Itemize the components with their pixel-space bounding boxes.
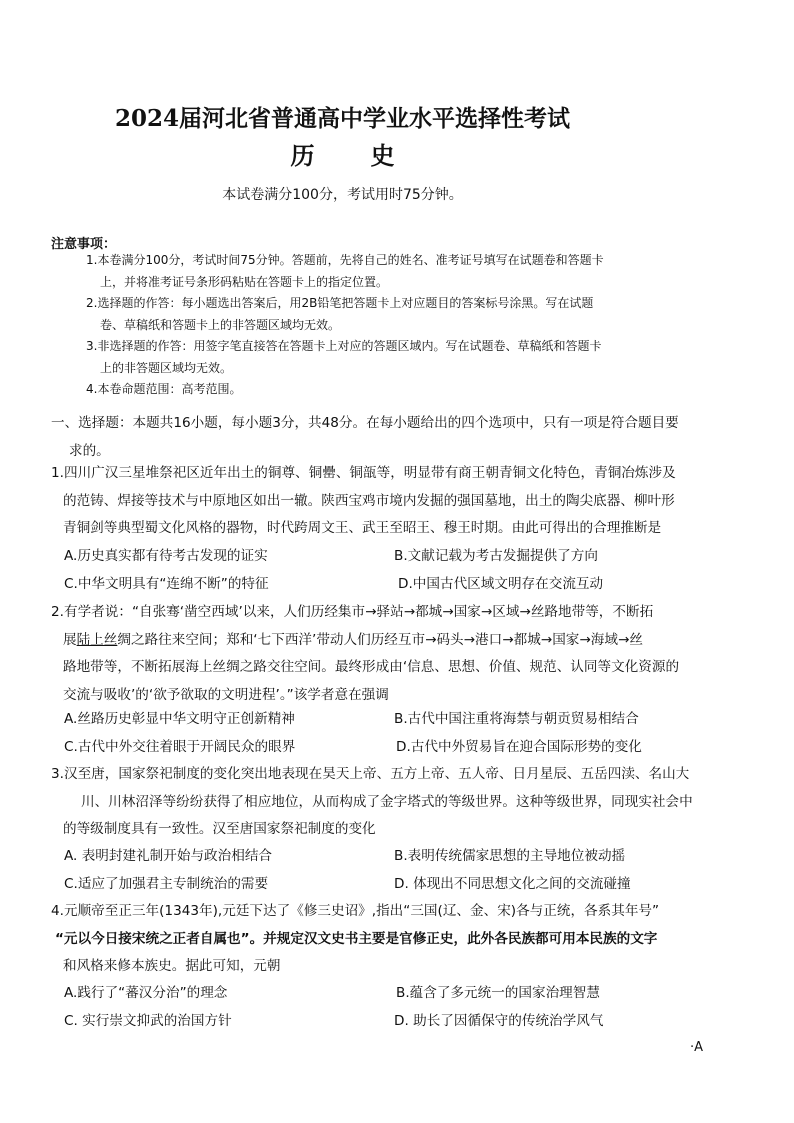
question-text: 绸之路往来空间；郑和‘七下西洋’带动人们历经互市→码头→港口→都城→国家→海域→丝 (117, 631, 643, 648)
question-3 (51, 761, 731, 844)
question-text: 展 (63, 631, 77, 648)
exam-title: 2024届河北省普通高中学业水平选择性考试 (114, 105, 570, 132)
option-a: A.丝路历史彰显中华文明守正创新精神 (64, 711, 295, 727)
question-1 (51, 460, 731, 543)
question-line: 和风格来修本族史。据此可知，元朝 (63, 958, 281, 975)
section-heading (51, 409, 731, 465)
question-line: 1.四川广汉三星堆祭祀区近年出土的铜尊、铜罍、铜瓿等，明显带有商王朝青铜文化特色，青铜冶炼涉及 (51, 465, 676, 481)
notice-line: 卷、草稿纸和答题卡上的非答题区域均无效。 (100, 317, 341, 332)
subject-char-2: 史 (370, 141, 395, 170)
question-line: 路地带等，不断拓展海上丝绸之路交往空间。最终形成由‘信息、思想、价值、规范、认同等文化资源的 (63, 659, 680, 676)
question-line: 青铜剑等典型蜀文化风格的器物，时代跨周文王、武王至昭王、穆王时期。由此可得出的合理推断是 (63, 520, 662, 537)
notice-line: 1.本卷满分100分，考试时间75分钟。答题前，先将自己的姓名、准考证号填写在试题卷和答题卡 (86, 253, 604, 267)
underlined-text: 陆上丝 (76, 631, 118, 648)
option-a: A. 表明封建礼制开始与政治相结合 (64, 848, 273, 864)
option-c: C.适应了加强君主专制统治的需要 (64, 875, 269, 892)
option-d: D. 助长了因循保守的传统治学风气 (394, 1012, 604, 1029)
question-line (51, 627, 731, 655)
option-d: D.古代中外贸易旨在迎合国际形势的变化 (396, 738, 642, 755)
question-2 (51, 599, 731, 709)
option-b: B.蕴含了多元统一的国家治理智慧 (396, 985, 600, 1001)
question-3-options (64, 843, 724, 898)
option-d: D.中国古代区域文明存在交流互动 (398, 575, 604, 592)
option-a: A.践行了“蕃汉分治”的理念 (64, 985, 228, 1001)
question-line: 2.有学者说：“自张骞‘凿空西域’以来，人们历经集市→驿站→都城→国家→区域→丝路地带等，不断拓 (51, 604, 654, 620)
option-c: C.中华文明具有“连绵不断”的特征 (64, 575, 269, 592)
notice-line: 2.选择题的作答：每小题选出答案后，用2B铅笔把答题卡上对应题目的答案标号涂黑。写在试题 (86, 296, 594, 310)
question-line: 川、川林沼泽等纷纷获得了相应地位，从而构成了金字塔式的等级世界。这种等级世界，同现实社会中 (81, 793, 693, 810)
question-line: 的范铸、焊接等技术与中原地区如出一辙。陕西宝鸡市境内发掘的强国墓地，出土的陶尖底器、柳叶形 (63, 492, 675, 509)
notice-line: 4.本卷命题范围：高考范围。 (86, 382, 242, 396)
notice-line: 上，并将准考证号条形码粘贴在答题卡上的指定位置。 (100, 274, 389, 289)
notice-item (86, 336, 726, 379)
notice-line: 上的非答题区域均无效。 (100, 360, 233, 375)
question-4 (51, 898, 731, 981)
notice-item (86, 293, 726, 336)
question-1-options (64, 543, 724, 598)
notice-line: 3.非选择题的作答：用签字笔直接答在答题卡上对应的答题区域内。写在试题卷、草稿纸和答题卡 (86, 339, 602, 353)
option-b: B.文献记载为考古发掘提供了方向 (394, 548, 598, 564)
option-b: B.古代中国注重将海禁与朝贡贸易相结合 (394, 711, 639, 727)
question-line: “元以今日接宋统之正者自属也”。并规定汉文史书主要是官修正史，此外各民族都可用本民族的文字 (55, 930, 658, 947)
page-mark: ·A (690, 1040, 704, 1055)
question-4-options (64, 980, 724, 1035)
option-c: C. 实行崇文抑武的治国方针 (64, 1012, 232, 1029)
subject-char-1: 历 (290, 141, 315, 170)
exam-info: 本试卷满分100分，考试用时75分钟。 (222, 187, 463, 203)
question-line: 的等级制度具有一致性。汉至唐国家祭祀制度的变化 (63, 821, 376, 838)
notice-item (86, 250, 726, 293)
question-line: 交流与吸收’的‘欲予欲取的文明进程’。”该学者意在强调 (63, 686, 389, 703)
question-line: 3.汉至唐，国家祭祀制度的变化突出地表现在昊天上帝、五方上帝、五人帝、日月星辰、五岳四渎、名山大 (51, 766, 690, 782)
section-line: 求的。 (69, 443, 110, 459)
option-c: C.古代中外交往着眼于开阔民众的眼界 (64, 738, 296, 755)
notice-heading: 注意事项： (51, 237, 117, 252)
question-line: 4.元顺帝至正三年(1343年),元廷下达了《修三史诏》,指出“三国(辽、金、宋)各与正统，各系其年号” (51, 903, 660, 919)
section-line: 一、选择题：本题共16小题，每小题3分，共48分。在每小题给出的四个选项中，只有一项是符合题目要 (51, 415, 679, 431)
option-a: A.历史真实都有待考古发现的证实 (64, 548, 268, 564)
question-2-options (64, 706, 724, 761)
notice-list (86, 250, 726, 401)
option-b: B.表明传统儒家思想的主导地位被动摇 (394, 848, 626, 864)
subject-title (0, 136, 685, 171)
notice-item (86, 379, 726, 401)
option-d: D. 体现出不同思想文化之间的交流碰撞 (394, 875, 631, 892)
